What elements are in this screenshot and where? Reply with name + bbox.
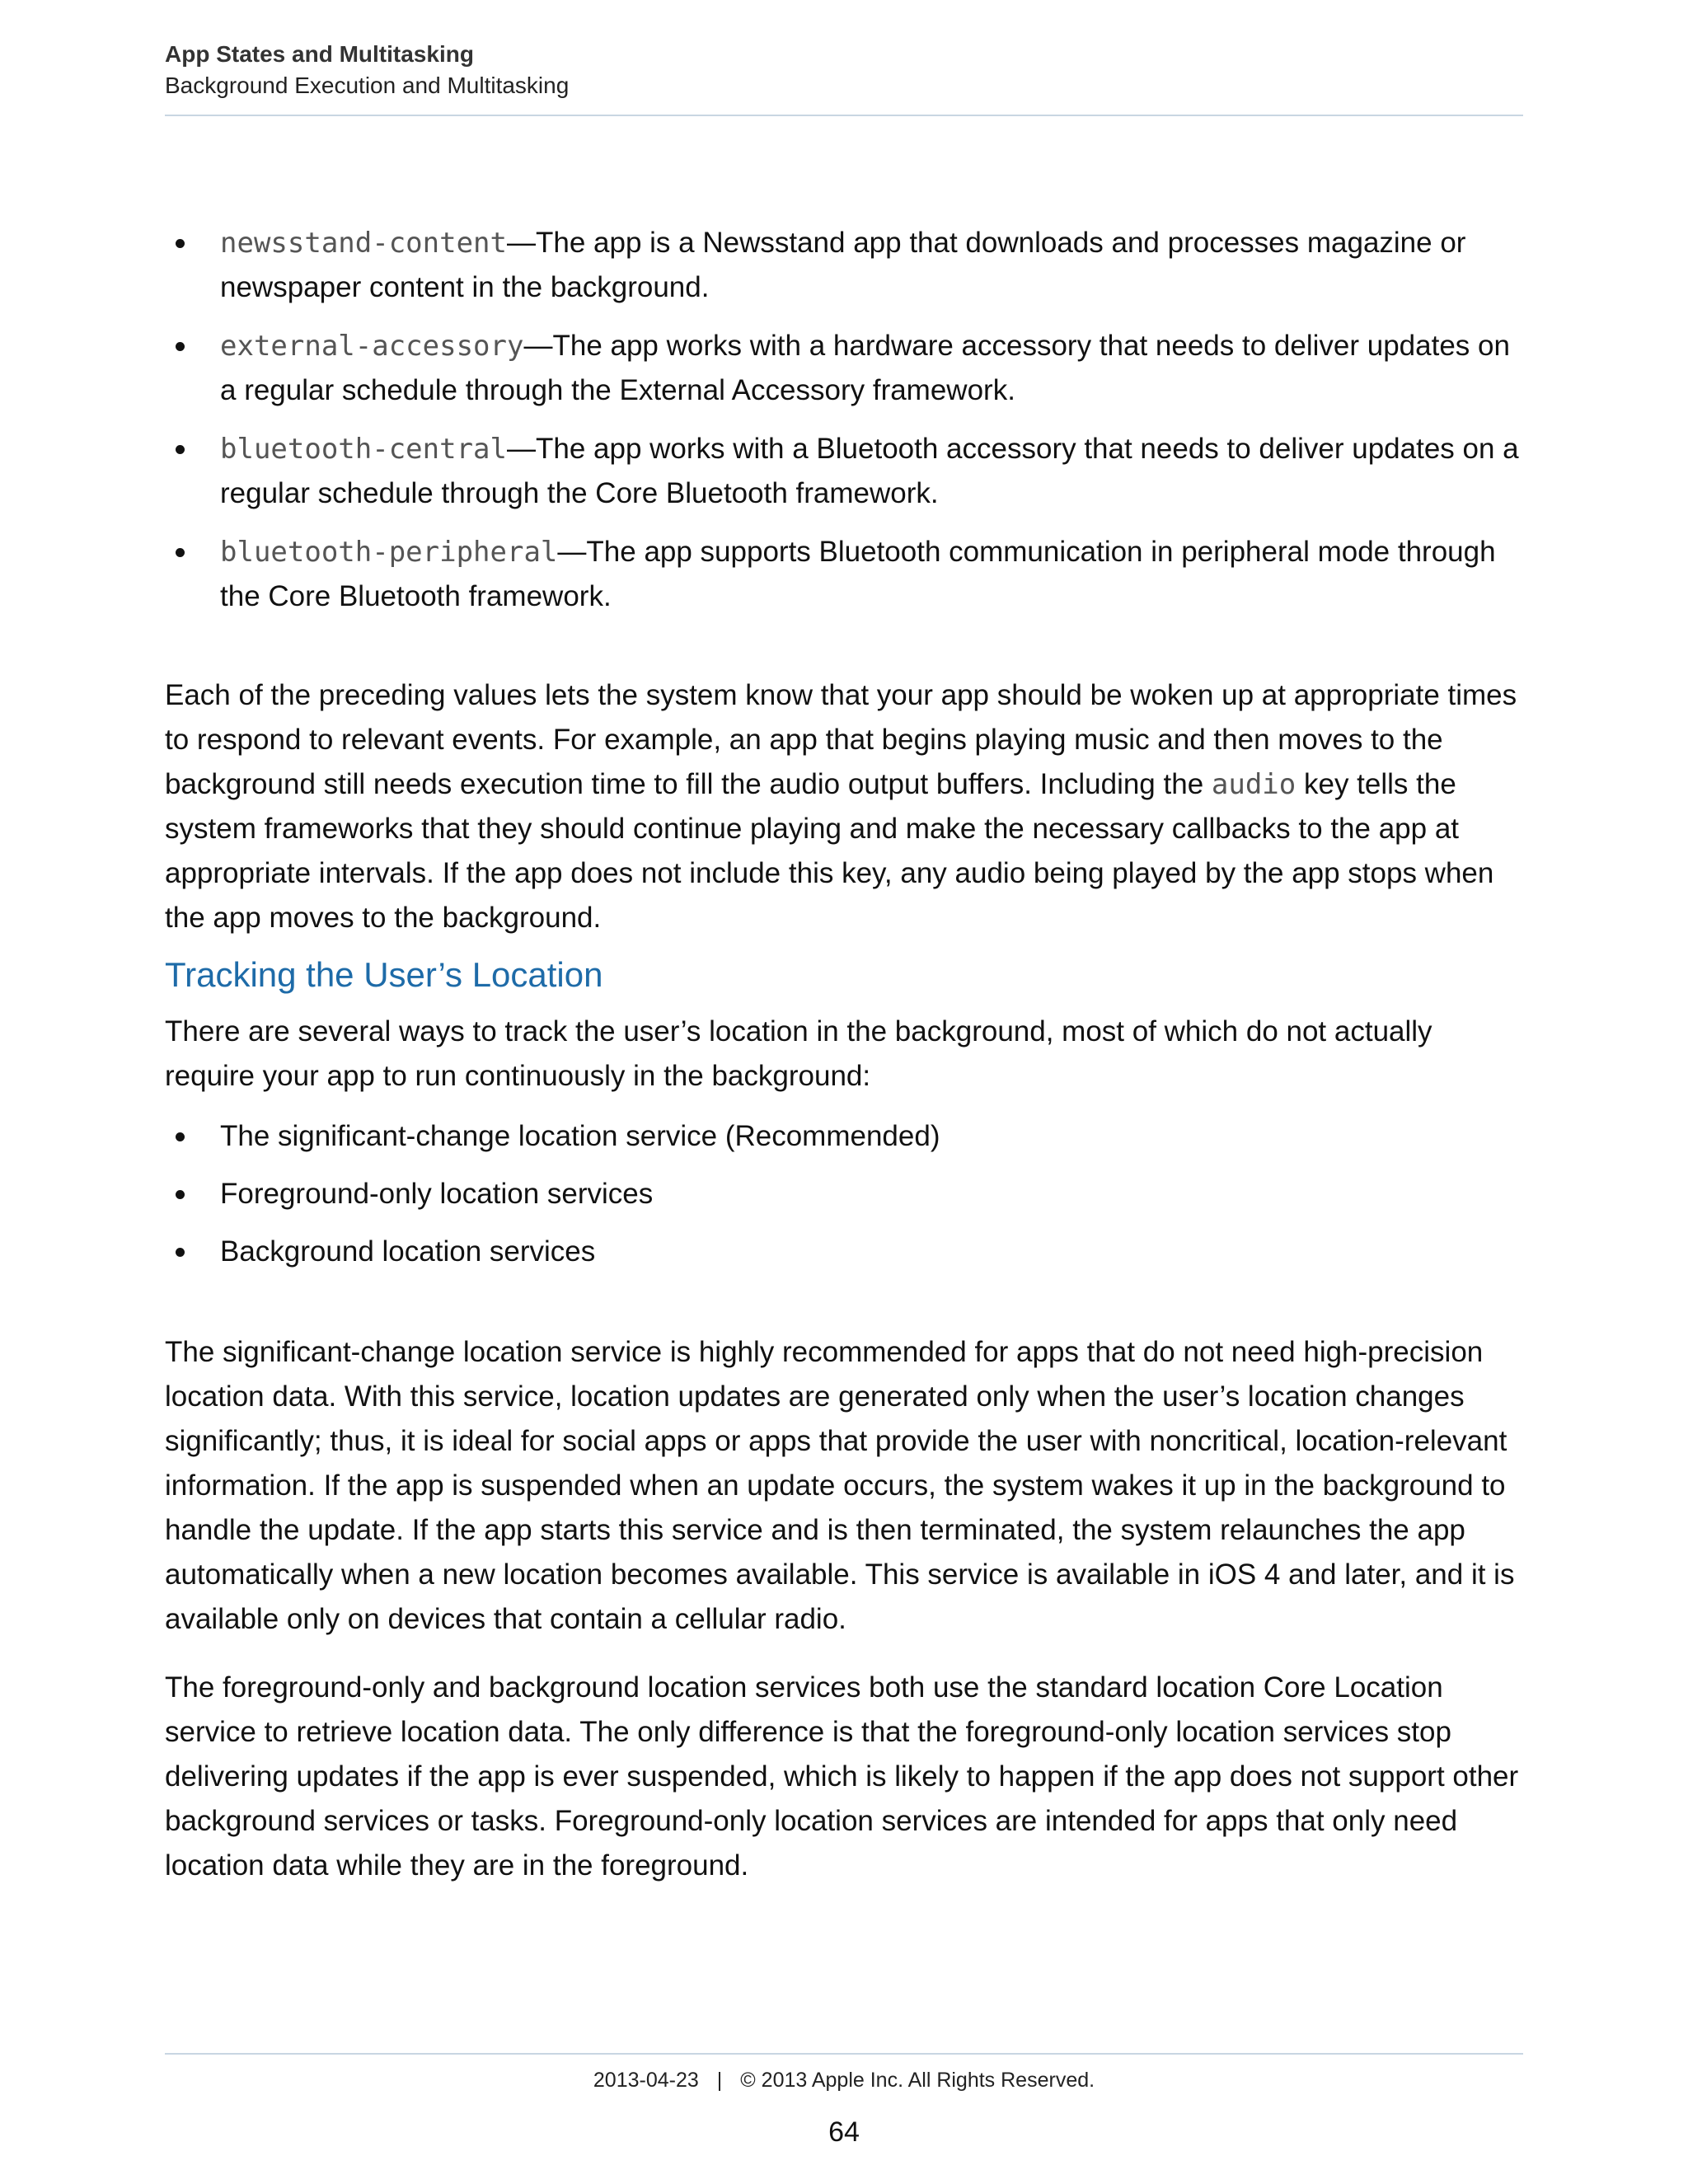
list-item-text: —The app works with a Bluetooth accessory that needs to deliver updates on a regular schedule through the Core Bluetooth framework.: [220, 433, 1519, 509]
paragraph-text: key tells the system frameworks that they should continue playing and make the necessary callbacks to the app at appropriate intervals. If the app does not include this key, any audio being played by the app stops when the app moves to the background.: [165, 768, 1494, 934]
header-divider: [165, 115, 1523, 116]
page-number: 64: [828, 2116, 860, 2148]
paragraph-text: Each of the preceding values lets the system know that your app should be woken up at appropriate times to respond to relevant events. For example, an app that begins playing music and then moves to the background still needs execution time to fill the audio output buffers. Including the: [165, 679, 1517, 800]
list-item-text: —The app is a Newsstand app that downloads and processes magazine or newspaper content in the background.: [220, 227, 1466, 303]
list-item: [165, 530, 1523, 619]
list-item-text: —The app works with a hardware accessory that needs to deliver updates on a regular schedule through the External Accessory framework.: [220, 330, 1510, 406]
page-header: [165, 40, 1523, 102]
bullet-icon: [176, 548, 185, 557]
code-key: bluetooth-central: [220, 433, 507, 466]
footer-divider: [165, 2053, 1523, 2055]
list-item-text: Background location services: [220, 1235, 596, 1268]
location-options-list: [165, 1114, 1523, 1287]
significant-change-paragraph: The significant-change location service is highly recommended for apps that do not need high-precision location data. With this service, location updates are generated only when the user’s location changes significantly; thus, it is ideal for social apps or apps that provide the user with noncritical, location-relevant information. If the app is suspended when an update occurs, the system wakes it up in the background to handle the update. If the app starts this service and is then terminated, the system relaunches the app automatically when a new location becomes available. This service is available in iOS 4 and later, and it is available only on devices that contain a cellular radio.: [165, 1336, 1515, 1635]
footer-separator: |: [716, 2069, 723, 2092]
code-key: external-accessory: [220, 330, 524, 363]
list-item-text: —The app supports Bluetooth communication in peripheral mode through the Core Bluetooth framework.: [220, 536, 1496, 612]
list-item: [165, 1230, 1523, 1274]
foreground-services-paragraph: The foreground-only and background location services both use the standard location Core Location service to retrieve location data. The only difference is that the foreground-only location services stop delivering updates if the app is ever suspended, which is likely to happen if the app does not support other background services or tasks. Foreground-only location services are intended for apps that only need location data while they are in the foreground.: [165, 1671, 1519, 1882]
bullet-icon: [176, 239, 185, 248]
list-item: [165, 324, 1523, 413]
bullet-icon: [176, 445, 185, 454]
list-item: [165, 221, 1523, 310]
section-intro-paragraph: There are several ways to track the user’s location in the background, most of which do not actually require your app to run continuously in the background:: [165, 1015, 1432, 1092]
code-inline: audio: [1211, 768, 1296, 801]
page-footer: [0, 2065, 1688, 2095]
bullet-icon: [176, 342, 185, 351]
list-item: [165, 1114, 1523, 1159]
bullet-icon: [176, 1132, 185, 1141]
list-item: [165, 1172, 1523, 1216]
list-item: [165, 427, 1523, 516]
code-key: bluetooth-peripheral: [220, 536, 558, 569]
bullet-icon: [176, 1248, 185, 1257]
header-chapter-title: App States and Multitasking: [165, 41, 474, 67]
background-modes-list: [165, 221, 1523, 633]
code-key: newsstand-content: [220, 227, 507, 260]
footer-copyright: © 2013 Apple Inc. All Rights Reserved.: [740, 2069, 1095, 2092]
list-item-text: Foreground-only location services: [220, 1178, 654, 1210]
body-paragraph: [165, 673, 1523, 940]
bullet-icon: [176, 1190, 185, 1199]
list-item-text: The significant-change location service (Recommended): [220, 1120, 940, 1152]
header-section-title: Background Execution and Multitasking: [165, 73, 570, 98]
section-heading: Tracking the User’s Location: [165, 955, 603, 994]
footer-date: 2013-04-23: [593, 2069, 699, 2092]
